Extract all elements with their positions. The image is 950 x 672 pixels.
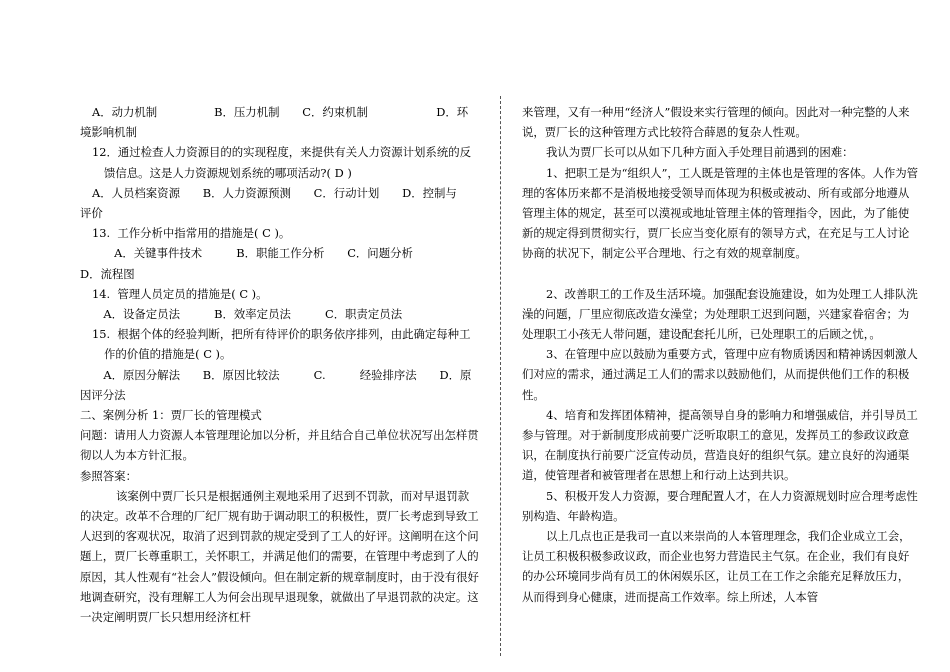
left-text-line: 境影响机制 (80, 125, 137, 140)
left-text-line: A．原因分解法 B．原因比较法 C. 经验排序法 D．原 (92, 367, 472, 382)
left-text-line: 12．通过检查人力资源目的的实现程度，来提供有关人力资源计划系统的反馈信息。这是人力资源规划系统的哪项活动?( D ) (92, 145, 471, 180)
left-text-line: A．动力机制 B．压力机制 C．约束机制 D．环 (92, 105, 469, 119)
right-text-line: 以上几点也正是我司一直以来崇尚的人本管理理念，我们企业成立工会，让员工积极积极参政议政，而企业也努力营造民主气氛。在企业，我们有良好的办公环境同步尚有员工的休闲娱乐区，让员工在工作之余能充足释放压力，从而得到身心健康，进而提高工作效率。综上所述，人本管 (522, 529, 911, 604)
right-text-line: 我认为贾厂长可以从如下几种方面入手处理目前遇到的困难： (546, 145, 854, 160)
right-text-line: 4、培育和发挥团体精神，提高领导自身的影响力和增强威信，并引导员工参与管理。对于新制度形成前要广泛听取职工的意见，发挥员工的参政议政意识，在制度执行前要广泛宣传动员，营造良好的组织气氛。建立良好的沟通渠道，使管理者和被管理者在思想上和行动上达到共识。 (522, 407, 918, 483)
left-text-line: 14. 管理人员定员的措施是( C )。 (92, 286, 268, 301)
left-text-line: 因评分法 (80, 387, 126, 402)
right-text-line (522, 264, 920, 284)
right-column (522, 102, 920, 607)
left-text-line: 13. 工作分析中指常用的措施是( C )。 (92, 226, 291, 241)
left-text-line: A．人员档案资源 B．人力资源预测 C．行动计划 D．控制与 (92, 185, 457, 200)
right-text-line: 5、积极开发人力资源，要合理配置人才，在人力资源规划时应合理考虑性别构造、年龄构造。 (522, 488, 918, 523)
right-text-line: 来管理，又有一种用“经济人”假设来实行管理的倾向。因此对一种完整的人来说，贾厂长的这种管理方式比较符合薛恩的复杂人性观。 (522, 105, 910, 140)
left-text-line: 二、案例分析 1：贾厂长的管理模式 (80, 408, 262, 423)
left-text-line: 该案例中贾厂长只是根据通例主观地采用了迟到不罚款，而对早退罚款的决定。改革不合理的厂纪厂规有助于调动职工的积极性，贾厂长考虑到导致工人迟到的客观状况，取消了迟到罚款的规定受到了工人的好评。这阐明在这个问题上，贾厂长尊重职工，关怀职工，并满足他们的需要，在管理中考虑到了人的原因，其人性观有“社会人”假设倾向。但在制定新的规章制度时，由于没有很好地调查研究，没有理解工人为何会出现早退现象，就做出了早退罚款的决定。这一决定阐明贾厂长只想用经济杠杆 (80, 488, 479, 625)
left-text-line: A．设备定员法 B．效率定员法 C．职责定员法 (92, 307, 403, 322)
column-divider (500, 96, 501, 656)
left-text-line: 问题：请用人力资源人本管理理论加以分析，并且结合自己单位状况写出怎样贯彻以人为本方针汇报。 (80, 428, 479, 463)
left-text-line: 15. 根据个体的经验判断，把所有待评价的职务依序排列，由此确定每种工作的价值的措施是( C )。 (92, 327, 471, 362)
right-text-line: 3、在管理中应以鼓励为重要方式，管理中应有物质诱因和精神诱因刺激人们对应的需求，通过满足工人们的需求以鼓励他们，从而提供他们工作的积极性。 (522, 347, 918, 402)
right-text-line: 2、改善职工的工作及生活环境。加强配套设施建设，如为处理工人排队洗澡的问题，厂里应彻底改造女澡堂；为处理职工迟到问题，兴建家眷宿舍；为处理职工小孩无人带问题，建设配套托儿所，已处理职工的后顾之忧，。 (522, 286, 918, 342)
right-text-line: 1、把职工是为“组织人”，工人既是管理的主体也是管理的客体。人作为管理的客体历来都不是消极地接受领导而体现为积极或被动、所有或部分地遵从管理主体的规定，甚至可以漠视或地址管理主体的管理指令，因此，为了能使新的规定得到贯彻实行，贾厂长应当变化原有的领导方式，在充足与工人讨论协商的状况下，制定公平合理地、行之有效的规章制度。 (522, 165, 919, 261)
left-text-line: A．关键事件技术 B．职能工作分析 C．问题分析 (80, 246, 413, 261)
left-text-line: D．流程图 (80, 266, 135, 281)
left-text-line: 评价 (80, 206, 103, 221)
left-text-line: 参照答案： (80, 468, 137, 483)
left-column (80, 102, 480, 627)
